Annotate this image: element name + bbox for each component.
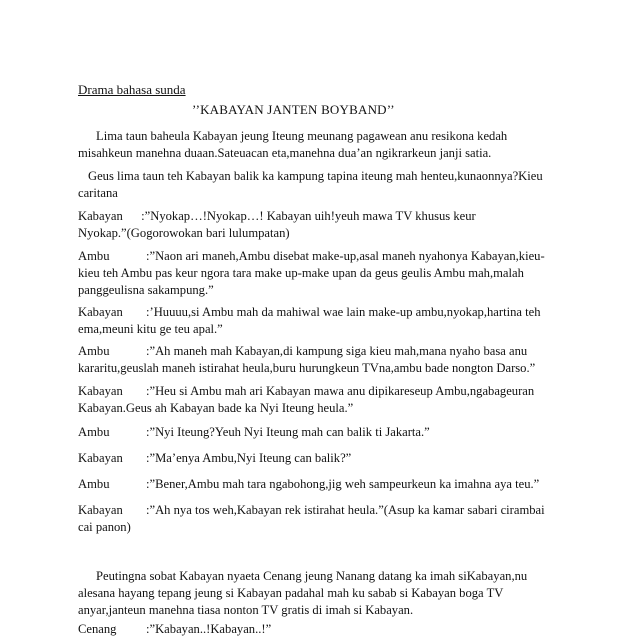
speaker: Ambu bbox=[78, 477, 110, 491]
speaker: Ambu bbox=[78, 425, 110, 439]
dialogue-text: :’Huuuu,si Ambu mah da mahiwal wae lain make-up ambu,nyokap,hartina teh ema,meuni kitu ge teu apal.” bbox=[78, 305, 541, 336]
dialogue-text: :”Ma’enya Ambu,Nyi Iteung can balik?” bbox=[146, 451, 352, 465]
dialogue-line-6 bbox=[78, 424, 552, 441]
dialogue-line-4 bbox=[78, 343, 552, 377]
dialogue-text: :”Nyi Iteung?Yeuh Nyi Iteung mah can balik ti Jakarta.” bbox=[146, 425, 430, 439]
dialogue-line-5 bbox=[78, 383, 552, 417]
speaker: Kabayan bbox=[78, 305, 123, 319]
dialogue-line-3 bbox=[78, 304, 552, 338]
dialogue-text: :”Bener,Ambu mah tara ngabohong,jig weh sampeurkeun ka imahna aya teu.” bbox=[146, 477, 540, 491]
dialogue-text: :”Kabayan..!Kabayan..!” bbox=[146, 622, 272, 636]
speaker: Kabayan bbox=[78, 451, 123, 465]
dialogue-text: :”Heu si Ambu mah ari Kabayan mawa anu dipikareseup Ambu,ngabageuran Kabayan.Geus ah Kabayan bade ka Nyi Iteung heula.” bbox=[78, 384, 535, 415]
dialogue-text: :”Naon ari maneh,Ambu disebat make-up,asal maneh nyahonya Kabayan,kieu-kieu teh Ambu pas keur ngora tara make up-make upan da geus geulis Ambu mah,malah panggeulisna sakampung.” bbox=[78, 249, 545, 297]
intro-paragraph-2: Geus lima taun teh Kabayan balik ka kampung tapina iteung mah henteu,kunaonnya?Kieu caritana bbox=[78, 169, 543, 200]
dialogue-line-9 bbox=[78, 502, 552, 536]
speaker: Ambu bbox=[78, 249, 110, 263]
dialogue-line-1 bbox=[78, 208, 552, 242]
document-heading: Drama bahasa sunda bbox=[78, 82, 186, 97]
speaker: Ambu bbox=[78, 344, 110, 358]
outro-paragraph: Peutingna sobat Kabayan nyaeta Cenang jeung Nanang datang ka imah siKabayan,nu alesana hayang tepang jeung si Kabayan padahal mah ku sabab si Kabayan boga TV anyar,janteun manehna tiasa nonton TV gratis di imah si Kabayan. bbox=[78, 569, 528, 617]
dialogue-line-8 bbox=[78, 476, 552, 493]
dialogue-text: :”Nyokap…!Nyokap…! Kabayan uih!yeuh mawa TV khusus keur Nyokap.”(Gogorowokan bari lulumpatan) bbox=[78, 209, 476, 240]
intro-paragraph-1: Lima taun baheula Kabayan jeung Iteung meunang pagawean anu resikona kedah misahkeun manehna duaan.Sateuacan eta,manehna dua’an ngikrarkeun janji satia. bbox=[78, 129, 508, 160]
dialogue-line-7 bbox=[78, 450, 552, 467]
speaker: Cenang bbox=[78, 622, 117, 636]
speaker: Kabayan bbox=[78, 503, 123, 517]
dialogue-line-2 bbox=[78, 248, 552, 299]
drama-title: ’’KABAYAN JANTEN BOYBAND’’ bbox=[192, 102, 395, 117]
dialogue-text: :”Ah maneh mah Kabayan,di kampung siga kieu mah,mana nyaho basa anu kararitu,geuslah maneh istirahat heula,buru hurungkeun TVna,ambu bade nongton Darso.” bbox=[78, 344, 536, 375]
speaker: Kabayan bbox=[78, 384, 123, 398]
dialogue-text: :”Ah nya tos weh,Kabayan rek istirahat heula.”(Asup ka kamar sabari cirambai cai panon) bbox=[78, 503, 545, 534]
speaker: Kabayan bbox=[78, 209, 123, 223]
